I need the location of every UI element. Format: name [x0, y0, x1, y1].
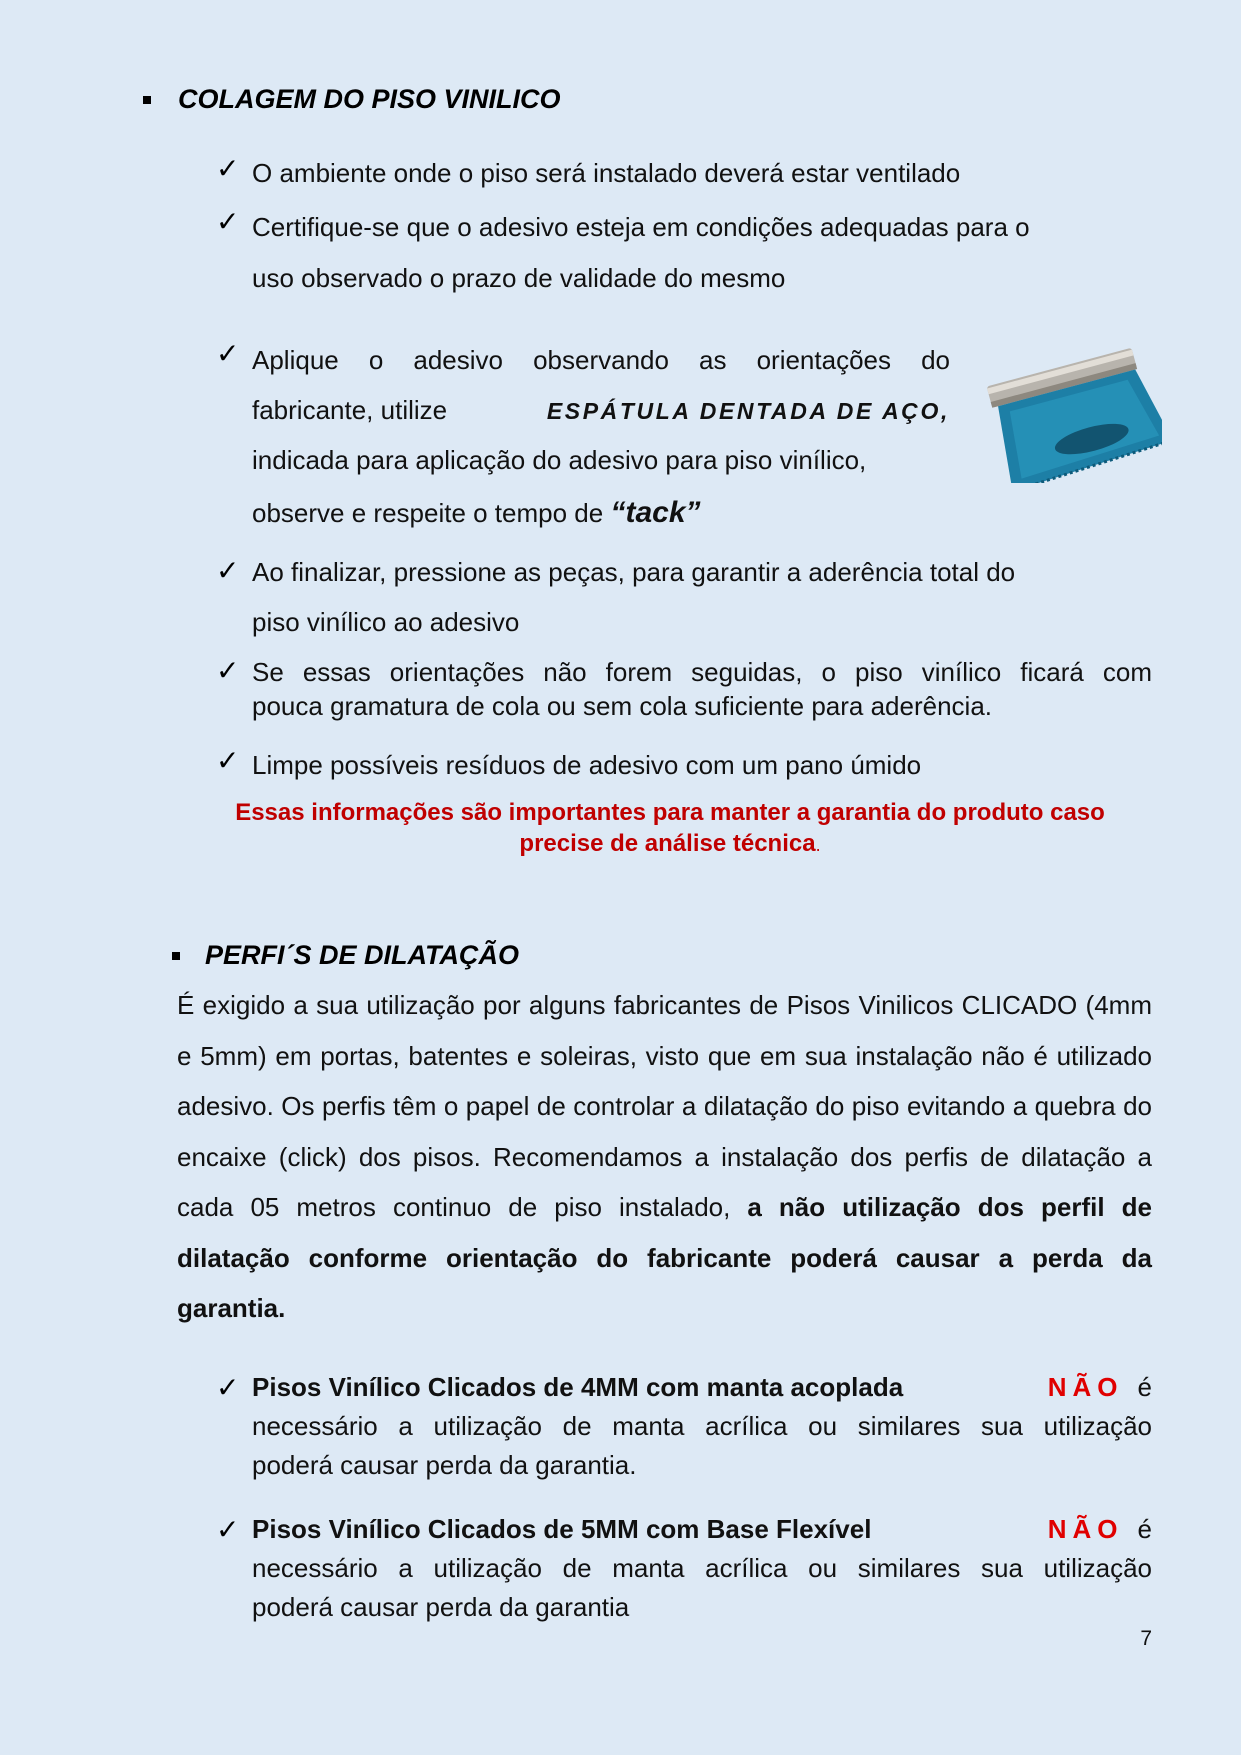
list-item-text: O ambiente onde o piso será instalado deverá estar ventilado	[252, 158, 961, 188]
page-number: 7	[1140, 1627, 1152, 1650]
emphasis-spatula: ESPÁTULA DENTADA DE AÇO,	[546, 398, 950, 424]
list-item-text: poderá causar perda da garantia.	[252, 1450, 637, 1480]
paragraph-text: É exigido a sua utilização por alguns fabricantes de Pisos Vinilicos CLICADO (4mm e 5mm) em portas, batentes e soleiras, visto que em sua instalação não é utilizado adesivo. Os perfis têm o papel de controlar a dilatação do piso evitando a quebra do encaixe (click) dos pisos. Recomendamos a instalação dos perfis de dilatação a cada 05 metros continuo de piso instalado,	[177, 990, 1152, 1222]
square-bullet-icon	[172, 952, 180, 960]
list-item-text: observe e respeite o tempo de	[252, 498, 604, 528]
checkmark-icon: ✓	[216, 655, 240, 686]
list-item-text: Ao finalizar, pressione as peças, para garantir a aderência total do	[252, 557, 1016, 587]
product-4mm: Pisos Vinílico Clicados de 4MM com manta acoplada	[252, 1372, 904, 1402]
nao-emphasis: NÃO	[1047, 1372, 1124, 1402]
checkmark-icon: ✓	[216, 206, 240, 237]
list-item-text-line	[252, 488, 701, 538]
warning-line-2	[200, 828, 1140, 861]
nao-emphasis: NÃO	[1047, 1514, 1124, 1544]
warranty-warning	[200, 797, 1140, 861]
checkmark-icon: ✓	[216, 555, 240, 586]
checkmark-icon: ✓	[216, 1372, 240, 1403]
list-item-text-line	[252, 1368, 1152, 1407]
section-title: COLAGEM DO PISO VINILICO	[178, 84, 561, 114]
list-item-text: Aplique o adesivo observando as orientações do	[252, 345, 950, 375]
list-item-text-line	[252, 1510, 1152, 1549]
checkmark-icon: ✓	[216, 745, 240, 776]
list-item-text: Certifique-se que o adesivo esteja em condições adequadas para o	[252, 212, 1030, 242]
checkmark-icon: ✓	[216, 338, 240, 369]
nao-group	[1048, 1368, 1152, 1407]
paragraph-bold-text: a não utilização dos perfil de dilatação conforme orientação do fabricante poderá causar a perda da garantia.	[177, 1192, 1152, 1323]
emphasis-tack: “tack”	[610, 496, 701, 529]
checkmark-icon: ✓	[216, 153, 240, 184]
nao-group	[1048, 1510, 1152, 1549]
checkmark-icon: ✓	[216, 1514, 240, 1545]
square-bullet-icon	[143, 96, 151, 104]
list-item-text: é	[1137, 1372, 1152, 1402]
list-item-text: indicada para aplicação do adesivo para piso vinílico,	[252, 445, 867, 475]
list-item-text: Se essas orientações não forem seguidas, o piso vinílico ficará com	[252, 657, 1152, 687]
list-item-text: é	[1137, 1514, 1152, 1544]
list-item-text: poderá causar perda da garantia	[252, 1592, 630, 1622]
list-item-text-line	[252, 385, 950, 436]
warning-text: precise de análise técnica	[519, 830, 816, 857]
list-item-text: fabricante, utilize	[252, 395, 448, 425]
product-5mm: Pisos Vinílico Clicados de 5MM com Base Flexível	[252, 1514, 872, 1544]
warning-line: Essas informações são importantes para manter a garantia do produto caso	[235, 799, 1105, 826]
list-item-text: pouca gramatura de cola ou sem cola suficiente para aderência.	[252, 691, 992, 721]
list-item-text: necessário a utilização de manta acrílica ou similares sua utilização	[252, 1411, 1152, 1441]
section-heading-colagem	[143, 84, 561, 115]
list-item-text: necessário a utilização de manta acrílica ou similares sua utilização	[252, 1553, 1152, 1583]
perfis-paragraph	[177, 980, 1152, 1334]
section-heading-perfis	[172, 940, 519, 971]
list-item-text: piso vinílico ao adesivo	[252, 607, 520, 637]
section-title: PERFI´S DE DILATAÇÃO	[205, 940, 519, 970]
spatula-image	[982, 325, 1162, 483]
list-item-text: Limpe possíveis resíduos de adesivo com um pano úmido	[252, 750, 922, 780]
list-item-text: uso observado o prazo de validade do mesmo	[252, 263, 786, 293]
warning-dot: .	[815, 835, 821, 855]
